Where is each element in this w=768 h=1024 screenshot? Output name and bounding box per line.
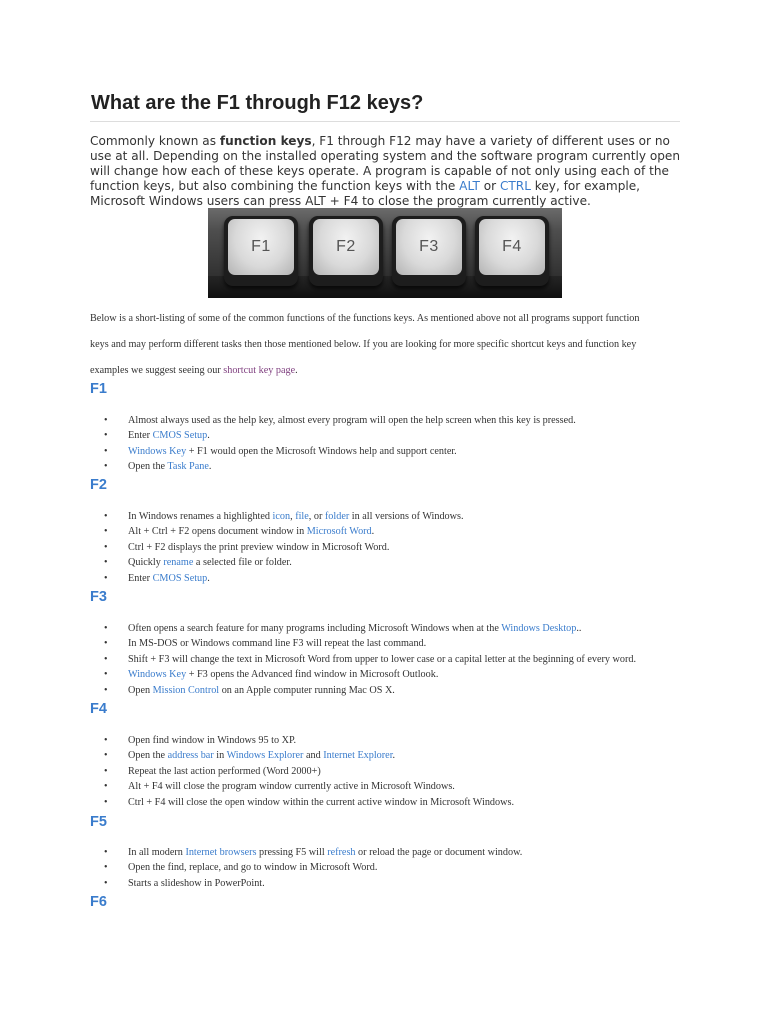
internet-browsers-link[interactable]: Internet browsers [185,847,257,858]
list-item-text: in [213,750,227,762]
section-list-f1 [90,413,710,475]
list-item-text: or reload the page or document window. [355,847,523,858]
list-item-text: + F1 would open the Microsoft Windows help and support center. [186,445,457,457]
list-item-text: Enter [128,430,153,442]
list-item-text: In MS-DOS or Windows command line F3 will repeat the last command. [128,638,427,650]
list-item-text: Alt + F4 will close the program window currently active in Microsoft Windows. [128,781,455,793]
list-item-text: Alt + Ctrl + F2 opens document window in [128,526,307,538]
list-item [90,621,710,636]
list-item-text: Open find window in Windows 95 to XP. [128,735,297,746]
list-item-text: Open the [128,461,168,473]
section-list-f2 [90,509,710,586]
list-item-text: Open the [128,750,168,762]
file-link[interactable]: file [295,511,309,522]
section-heading-f4: F4 [90,701,107,717]
windows-desktop-link[interactable]: Windows Desktop [501,623,577,634]
listing-line-2: keys and may perform different tasks then those mentioned below. If you are looking for more specific shortcut keys and function key [90,339,637,350]
page-title: What are the F1 through F12 keys? [91,92,424,114]
section-list-f3 [90,621,710,698]
f3-key-image [392,216,466,286]
list-item-text: . [208,461,212,473]
f3-key-label: F3 [396,219,462,275]
f2-key-image [309,216,383,286]
list-item-text: pressing F5 will [256,847,328,858]
list-item-text: and [303,750,324,762]
list-item [90,876,710,891]
list-item [90,636,710,651]
list-item [90,540,710,555]
listing-line-3-text: examples we suggest seeing our [90,365,224,376]
list-item [90,683,710,698]
f1-key-label: F1 [228,219,294,275]
list-item-text: Enter [128,572,153,584]
title-divider [90,121,680,122]
list-item-text: Ctrl + F4 will close the open window within the current active window in Microsoft Windows. [128,796,514,808]
windows-key-link[interactable]: Windows Key [128,445,187,457]
listing-line-3 [90,364,680,377]
list-item-text: Often opens a search feature for many programs including Microsoft Windows when at the [128,623,502,634]
list-item [90,571,710,586]
ctrl-key-link[interactable]: CTRL [499,179,531,193]
intro-paragraph [90,134,690,209]
list-item [90,795,710,810]
list-item [90,444,710,459]
list-item-text: . [207,572,210,584]
section-list-f4 [90,733,710,810]
list-item [90,524,710,539]
f2-key-label: F2 [313,219,379,275]
list-item-text: . [392,750,396,762]
listing-line-3-end: . [295,365,298,376]
section-heading-f1: F1 [90,381,107,397]
windows-explorer-link[interactable]: Windows Explorer [226,750,304,762]
task-pane-link[interactable]: Task Pane [167,461,209,473]
cmos-setup-link[interactable]: CMOS Setup [152,430,208,442]
list-item [90,733,710,748]
list-item-text: . [371,526,375,538]
list-item-text: in all versions of Windows. [349,511,464,522]
section-heading-f5: F5 [90,814,107,830]
list-item-text: Open [128,684,153,696]
list-item-text: Repeat the last action performed (Word 2000+) [128,765,321,777]
list-item-text: Starts a slideshow in PowerPoint. [128,877,265,889]
section-heading-f6: F6 [90,894,107,910]
rename-link[interactable]: rename [163,557,194,569]
list-item-text: Shift + F3 will change the text in Microsoft Word from upper to lower case or a capital letter at the beginning of every word. [128,653,637,665]
list-item [90,555,710,570]
list-item [90,667,710,682]
list-item-text: Open the find, replace, and go to window in Microsoft Word. [128,862,378,874]
list-item-text: , or [308,511,325,522]
section-heading-f2: F2 [90,477,107,493]
intro-text-2: , F1 through F12 may have a variety of different uses or no use at all. Depending on the installed operating system and the software program currently open will change how each of these keys operate. A program is capable of not only using each of the function keys, but also combining the function keys with the [90,134,681,193]
list-item [90,413,710,428]
list-item-text: . [207,430,210,442]
icon-link[interactable]: icon [272,511,291,522]
f1-key-image [224,216,298,286]
intro-text-1: Commonly known as [90,134,220,148]
list-item [90,509,710,524]
list-item-text: , [290,511,296,522]
intro-text-3: key, for example, Microsoft Windows users can press ALT + F4 to close the program currently active. [90,179,641,208]
f4-key-image [475,216,549,286]
list-item [90,428,710,443]
windows-key-link[interactable]: Windows Key [128,669,187,681]
list-item [90,845,710,860]
list-item-text: Almost always used as the help key, almost every program will open the help screen when this key is pressed. [128,415,576,426]
list-item-text: Quickly [128,557,164,569]
function-keys-image [208,208,562,298]
list-item [90,748,710,763]
mission-control-link[interactable]: Mission Control [152,684,220,696]
list-item [90,652,710,667]
list-item-text: In Windows renames a highlighted [128,511,273,522]
internet-explorer-link[interactable]: Internet Explorer [323,750,393,762]
list-item-text: a selected file or folder. [193,557,292,569]
list-item [90,459,710,474]
list-item-text: + F3 opens the Advanced find window in Microsoft Outlook. [186,669,439,681]
list-item [90,764,710,779]
shortcut-key-page-link[interactable]: shortcut key page [223,365,296,376]
folder-link[interactable]: folder [324,511,350,522]
list-item [90,860,710,875]
list-item [90,779,710,794]
alt-key-link[interactable]: ALT [459,179,480,193]
address-bar-link[interactable]: address bar [167,750,214,762]
refresh-link[interactable]: refresh [327,847,356,858]
cmos-setup-link[interactable]: CMOS Setup [152,572,208,584]
list-item-text: .. [576,623,582,634]
listing-line-1: Below is a short-listing of some of the common functions of the functions keys. As mentioned above not all programs support function [90,313,640,324]
list-item-text: In all modern [128,847,186,858]
section-heading-f3: F3 [90,589,107,605]
intro-text-or: or [479,179,500,193]
list-item-text: Ctrl + F2 displays the print preview window in Microsoft Word. [128,541,390,553]
intro-bold-term: function keys [219,134,312,148]
f4-key-label: F4 [479,219,545,275]
section-list-f5 [90,845,710,891]
microsoft-word-link[interactable]: Microsoft Word [306,526,372,538]
list-item-text: on an Apple computer running Mac OS X. [219,684,395,696]
